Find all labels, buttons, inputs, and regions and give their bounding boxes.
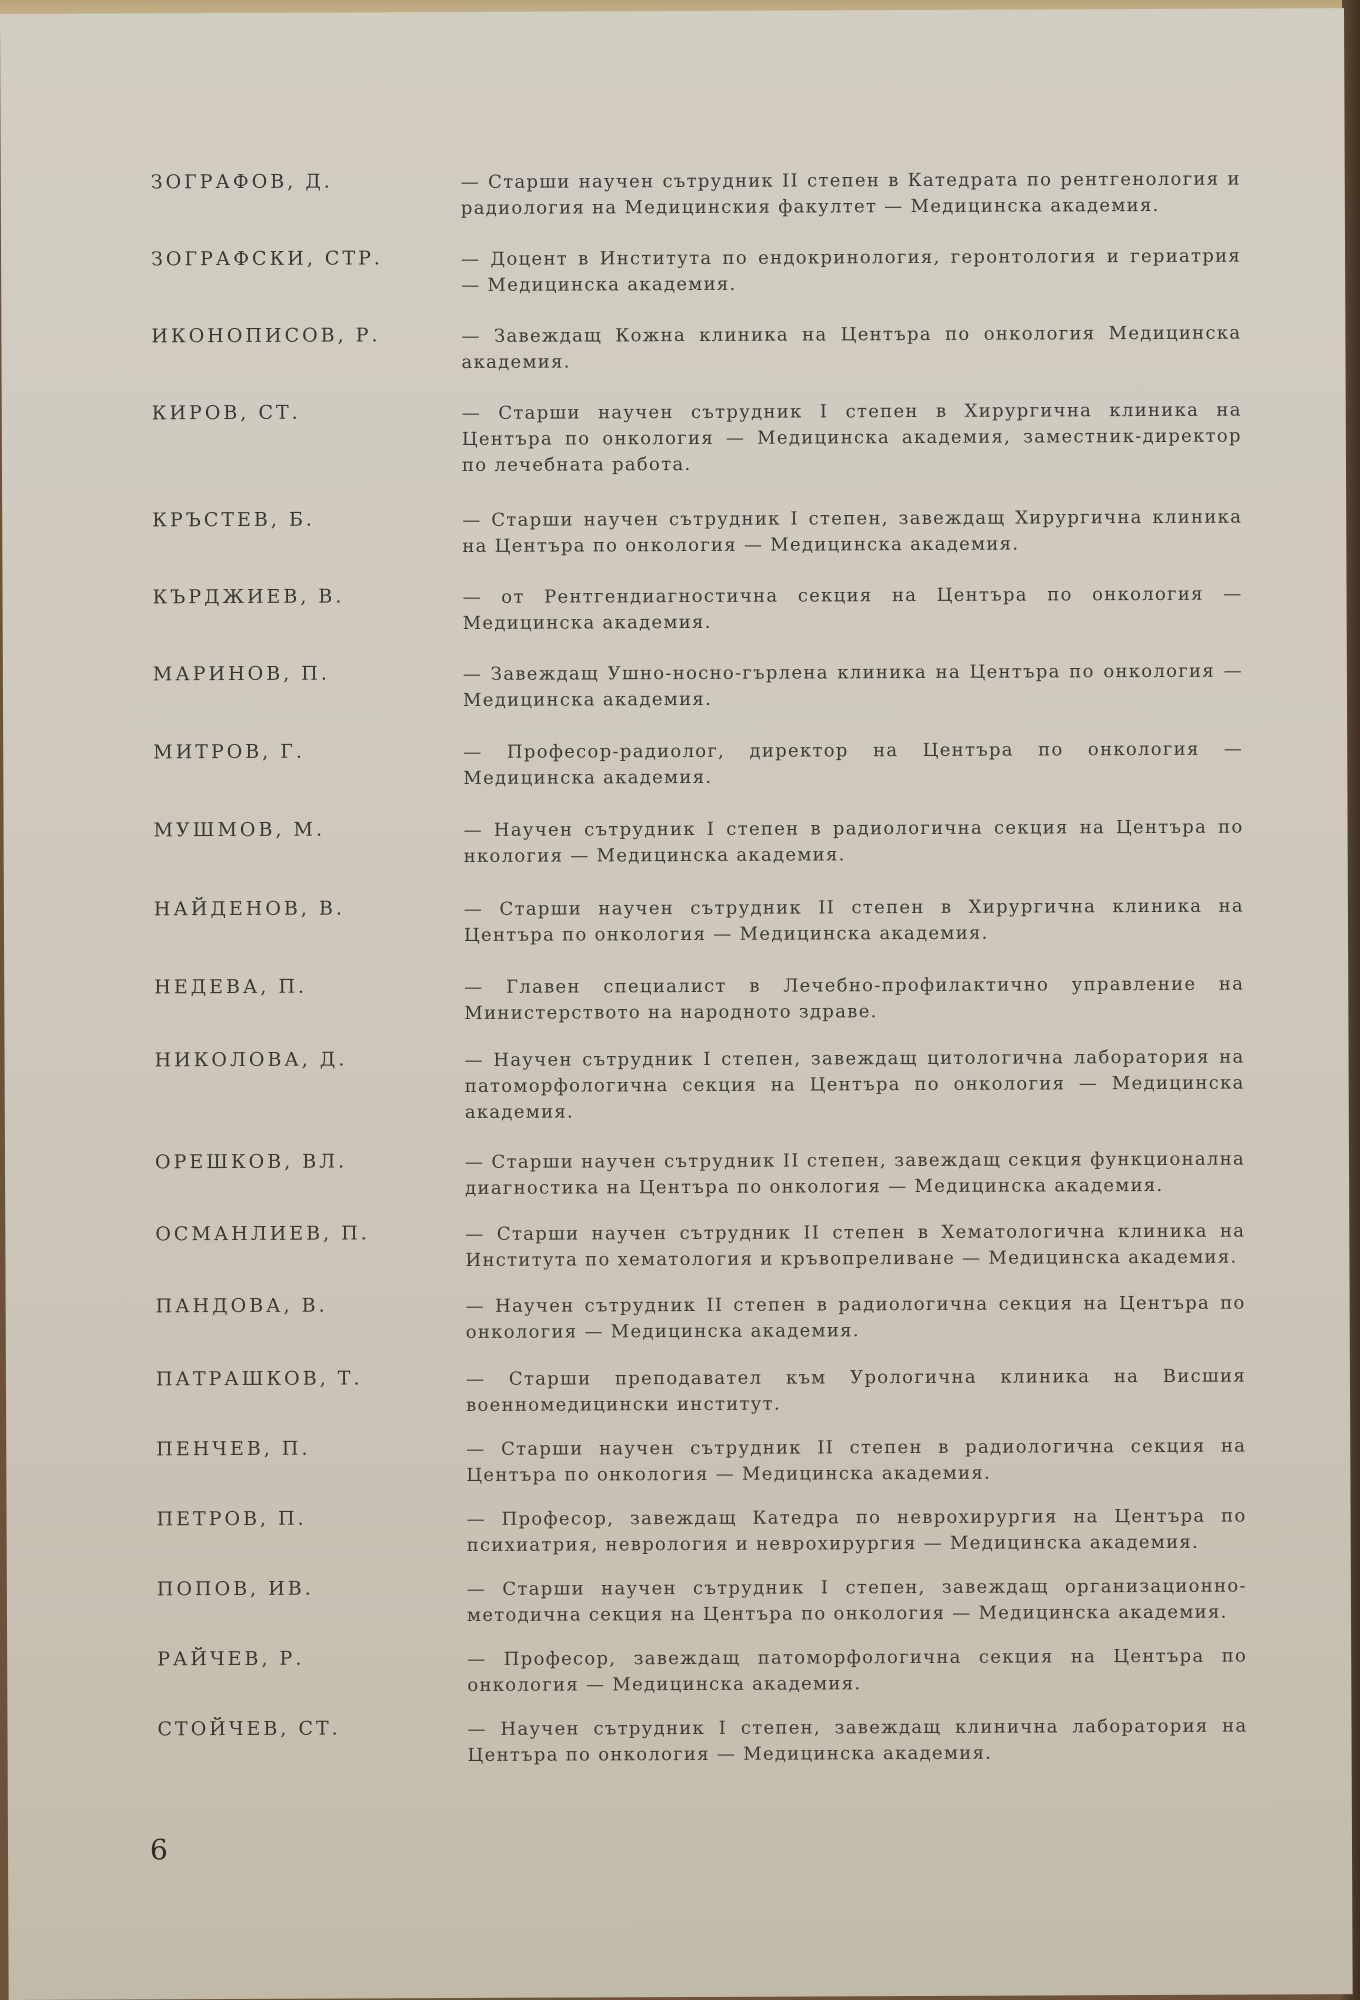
contributor-description: — Старши научен сътрудник I степен, завеждащ Хирургична клиника на Центъра по онкология — Медицинска академия. [462, 506, 1243, 557]
list-item [5, 1044, 1349, 1123]
contributor-name: ОРЕШКОВ, ВЛ. [154, 1150, 348, 1174]
list-item [6, 1290, 1350, 1343]
contributor-name: ПЕНЧЕВ, П. [156, 1437, 311, 1461]
list-item [3, 658, 1347, 711]
list-item [4, 893, 1348, 946]
list-item [7, 1713, 1351, 1766]
list-item [1, 166, 1345, 219]
contributor-name: ПЕТРОВ, П. [156, 1507, 307, 1531]
contributor-description: — Старши научен сътрудник I степен, завеждащ организационно-методична секция на Центъра по онкология — Медицинска академия. [466, 1575, 1247, 1626]
contributor-name: ЗОГРАФОВ, Д. [150, 170, 333, 194]
contributor-description: — Старши научен сътрудник II степен, завеждащ секция функционална диагностика на Центъра по онкология — Медицинска академия. [464, 1148, 1246, 1199]
contributor-name: МУШМОВ, М. [153, 818, 326, 842]
contributor-description: — Доцент в Института по ендокринология, геронтология и гериатрия — Медицинска академия. [461, 245, 1242, 296]
contributor-name: НЕДЕВА, П. [154, 975, 308, 999]
list-item [2, 397, 1346, 476]
contributor-description: — Научен сътрудник I степен, завеждащ клинична лаборатория на Центъра по онкология — Медицинска академия. [467, 1715, 1248, 1766]
contributor-name: ПАНДОВА, В. [155, 1294, 328, 1318]
list-item [6, 1433, 1350, 1486]
contributor-description: — Научен сътрудник I степен, завеждащ цитологична лаборатория на патоморфологична секция на Центъра по онкология — Медицинска академия. [464, 1046, 1245, 1123]
contributor-description: — Завеждащ Кожна клиника на Центъра по онкология Медицинска академия. [461, 322, 1242, 373]
contributor-name: НИКОЛОВА, Д. [154, 1048, 348, 1072]
list-item [7, 1573, 1351, 1626]
contributor-description: — Старши преподавател към Урологична клиника на Висшия военномедицински институт. [465, 1365, 1247, 1416]
page-number: 6 [149, 1833, 168, 1867]
book-page [0, 8, 1353, 2000]
contributor-description: — Професор-радиолог, директор на Центъра по онкология — Медицинска академия. [463, 738, 1244, 789]
list-item [4, 971, 1348, 1024]
contributor-name: ЗОГРАФСКИ, СТР. [151, 247, 383, 271]
contributor-description: — Научен сътрудник II степен в радиологична секция на Центъра по онкология — Медицинска академия. [465, 1292, 1246, 1343]
contributor-description: — Научен сътрудник I степен в радиологична секция на Центъра по нкология — Медицинска академия. [463, 816, 1244, 867]
contributor-name: КИРОВ, СТ. [151, 401, 301, 425]
contributor-description: — Професор, завеждащ патоморфологична секция на Центъра по онкология — Медицинска академия. [467, 1645, 1248, 1696]
list-item [3, 581, 1347, 634]
contributor-description: — Професор, завеждащ Катедра по неврохирургия на Центъра по психиатрия, неврология и неврохирургия — Медицинска академия. [466, 1505, 1247, 1556]
list-item [2, 504, 1346, 557]
contributor-name: РАЙЧЕВ, Р. [157, 1647, 305, 1671]
contributor-name: КЪРДЖИЕВ, В. [152, 585, 345, 609]
contributor-name: ПОПОВ, ИВ. [156, 1577, 314, 1601]
list-item [5, 1146, 1349, 1199]
contributor-name: ИКОНОПИСОВ, Р. [151, 324, 381, 348]
contributor-description: — Старши научен сътрудник II степен в Хематологична клиника на Института по хематология и кръвопреливане — Медицинска академия. [465, 1220, 1246, 1271]
contributor-name: ОСМАНЛИЕВ, П. [155, 1222, 370, 1246]
list-item [1, 320, 1345, 373]
contributor-name: МИТРОВ, Г. [153, 740, 305, 764]
contributor-description: — Старши научен сътрудник II степен в радиологична секция на Центъра по онкология — Медицинска академия. [466, 1435, 1247, 1486]
contributor-name: КРЪСТЕВ, Б. [152, 508, 315, 532]
contributor-description: — Старши научен сътрудник II степен в Катедрата по рентгенология и радиология на Медицинския факултет — Медицинска академия. [460, 168, 1241, 219]
list-item [7, 1643, 1351, 1696]
contributor-description: — Старши научен сътрудник II степен в Хирургична клиника на Центъра по онкология — Медицинска академия. [463, 895, 1244, 946]
contributor-description: — Старши научен сътрудник I степен в Хирургична клиника на Центъра по онкология — Медицинска академия, заместник-директор по лечебната работа. [461, 399, 1242, 476]
contributor-name: СТОЙЧЕВ, СТ. [157, 1717, 341, 1741]
list-item [5, 1218, 1349, 1271]
contributor-name: МАРИНОВ, П. [152, 662, 330, 686]
list-item [6, 1363, 1350, 1416]
list-item [3, 736, 1347, 789]
contributor-description: — Главен специалист в Лечебно-профилактично управление на Министерството на народното здраве. [464, 973, 1245, 1024]
contributor-description: — Завеждащ Ушно-носно-гърлена клиника на Центъра по онкология — Медицинска академия. [462, 660, 1243, 711]
list-item [4, 814, 1348, 867]
list-item [1, 243, 1345, 296]
contributor-description: — от Рентгендиагностична секция на Центъра по онкология — Медицинска академия. [462, 583, 1243, 634]
contributor-name: ПАТРАШКОВ, Т. [155, 1367, 363, 1391]
contributor-name: НАЙДЕНОВ, В. [153, 897, 346, 921]
list-item [7, 1503, 1351, 1556]
